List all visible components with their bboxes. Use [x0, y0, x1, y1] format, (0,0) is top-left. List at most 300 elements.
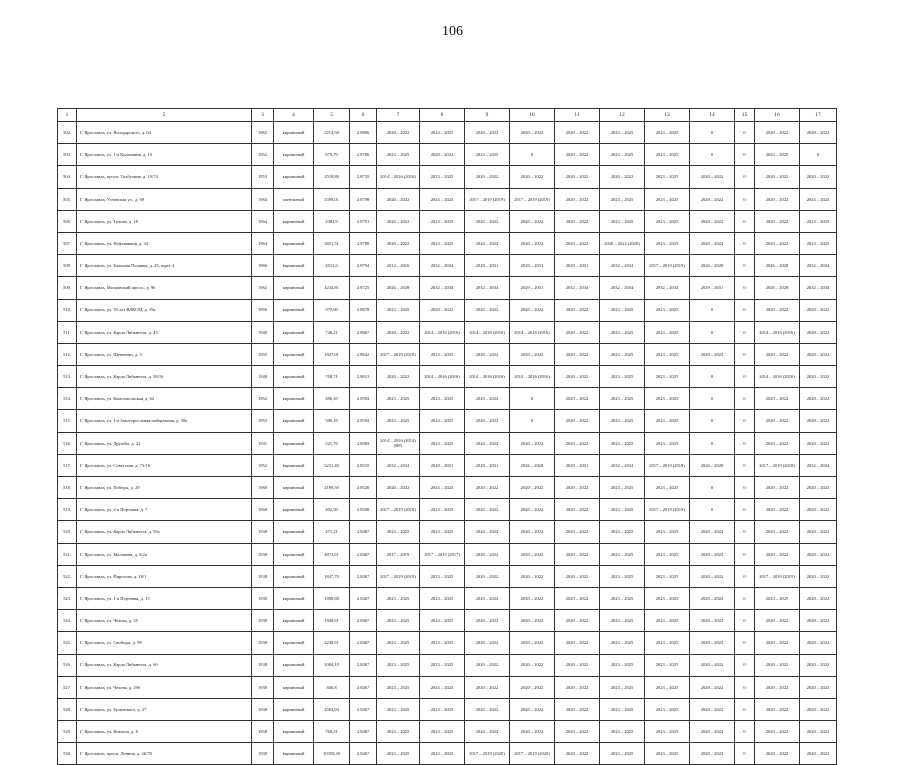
table-cell: 2023 – 2025: [420, 721, 465, 743]
table-cell: 2023 – 2025: [645, 188, 690, 210]
table-row: [58, 144, 837, 166]
row-number-cell: 524.: [58, 610, 77, 632]
table-cell: 2020 – 2022: [555, 587, 600, 609]
table-cell: 2020 – 2022: [800, 698, 837, 720]
table-cell: 0: [690, 432, 735, 454]
table-cell: 1952: [252, 454, 274, 476]
table-cell: 0: [735, 499, 755, 521]
table-cell: 2020 – 2022: [690, 565, 735, 587]
table-cell: 2032 – 2034: [465, 277, 510, 299]
table-cell: 2.8583: [350, 432, 377, 454]
table-row: [58, 366, 837, 388]
table-cell: кирпичный: [274, 321, 314, 343]
table-cell: 1964: [252, 210, 274, 232]
table-cell: 2.8535: [350, 454, 377, 476]
row-number-cell: 504.: [58, 166, 77, 188]
table-cell: 2020 – 2022: [510, 343, 555, 365]
table-cell: 0: [735, 432, 755, 454]
table-cell: 521,76: [314, 432, 350, 454]
table-cell: 2020 – 2022: [420, 144, 465, 166]
table-cell: 0: [735, 144, 755, 166]
table-cell: 2020 – 2022: [755, 477, 800, 499]
table-cell: 2023 – 2025: [600, 565, 645, 587]
table-cell: 2032 – 2034: [377, 454, 420, 476]
table-cell: 2020 – 2022: [800, 676, 837, 698]
table-cell: 0: [735, 454, 755, 476]
table-cell: 2020 – 2022: [510, 654, 555, 676]
table-cell: 2020 – 2022: [690, 676, 735, 698]
table-cell: 2020 – 2022: [465, 499, 510, 521]
table-cell: 2.8467: [350, 654, 377, 676]
table-cell: 2020 – 2022: [755, 499, 800, 521]
table-cell: 2032 – 2034: [800, 454, 837, 476]
table-row: [58, 343, 837, 365]
table-cell: 2020 – 2022: [510, 210, 555, 232]
table-cell: 2032 – 2034: [800, 255, 837, 277]
table-cell: 2.8467: [350, 543, 377, 565]
table-cell: 496,30: [314, 388, 350, 410]
table-cell: 2023 – 2025: [377, 388, 420, 410]
table-cell: 0: [690, 388, 735, 410]
table-row: [58, 410, 837, 432]
table-cell: 2026 – 2028: [755, 255, 800, 277]
table-cell: 2020 – 2022: [755, 343, 800, 365]
table-cell: кирпичный: [274, 277, 314, 299]
table-cell: 0: [800, 144, 837, 166]
table-cell: 2020 – 2022: [755, 166, 800, 188]
address-cell: Г. Ярославль, ул. Победы, д. 29: [77, 477, 252, 499]
table-cell: 2020 – 2022: [377, 232, 420, 254]
table-cell: 2014 – 2016 (2016): [510, 366, 555, 388]
table-cell: 2020 – 2022: [465, 232, 510, 254]
table-cell: 2020 – 2022: [800, 743, 837, 765]
table-cell: 2020 – 2022: [510, 698, 555, 720]
table-cell: 2020 – 2022: [510, 543, 555, 565]
table-cell: 675,79: [314, 144, 350, 166]
table-cell: 2020 – 2022: [800, 610, 837, 632]
table-cell: 2023 – 2025: [755, 144, 800, 166]
table-cell: 1938: [252, 543, 274, 565]
table-cell: 2023 – 2025: [600, 122, 645, 144]
table-cell: 2020 – 2022: [800, 299, 837, 321]
table-cell: 0: [735, 299, 755, 321]
table-cell: 2020 – 2022: [465, 676, 510, 698]
row-number-cell: 505.: [58, 188, 77, 210]
table-cell: 2.8594: [350, 410, 377, 432]
table-cell: 2017 – 2019 (2020): [510, 743, 555, 765]
table-cell: 2023 – 2025: [420, 698, 465, 720]
table-cell: 2020 – 2022: [555, 122, 600, 144]
table-cell: 0: [735, 122, 755, 144]
table-row: [58, 232, 837, 254]
row-number-cell: 522.: [58, 565, 77, 587]
table-cell: 2.8467: [350, 632, 377, 654]
column-header: 3: [252, 109, 274, 122]
table-cell: 2020 – 2022: [555, 654, 600, 676]
table-cell: 1953: [252, 166, 274, 188]
table-cell: кирпичный: [274, 632, 314, 654]
table-cell: 0: [690, 366, 735, 388]
table-cell: 2020 – 2022: [465, 654, 510, 676]
table-cell: 1938: [252, 632, 274, 654]
table-cell: кирпичный: [274, 565, 314, 587]
table-row: [58, 122, 837, 144]
column-header: 11: [555, 109, 600, 122]
table-cell: 2029 – 2031: [510, 277, 555, 299]
table-cell: 2032 – 2034: [420, 255, 465, 277]
table-cell: 2017 – 2019 (2019): [377, 499, 420, 521]
table-cell: 0: [735, 565, 755, 587]
table-cell: 2020 – 2022: [510, 232, 555, 254]
table-cell: 1938: [252, 743, 274, 765]
table-cell: 2023 – 2025: [645, 432, 690, 454]
table-cell: 0: [735, 388, 755, 410]
row-number-cell: 515.: [58, 410, 77, 432]
table-cell: 2017 – 2019 (2017): [420, 543, 465, 565]
table-cell: 402,50: [314, 499, 350, 521]
table-cell: 3399,01: [314, 188, 350, 210]
table-cell: 0: [735, 410, 755, 432]
table-cell: 2023 – 2025: [420, 743, 465, 765]
table-cell: 1956: [252, 299, 274, 321]
table-row: [58, 543, 837, 565]
table-cell: 1960: [252, 499, 274, 521]
table-cell: 1948: [252, 366, 274, 388]
table-cell: 2023 – 2025: [800, 188, 837, 210]
table-cell: 4513,0: [314, 255, 350, 277]
table-cell: 2.8467: [350, 587, 377, 609]
table-cell: 2020 – 2022: [510, 676, 555, 698]
row-number-cell: 517.: [58, 454, 77, 476]
table-cell: 0: [510, 410, 555, 432]
table-cell: 2020 – 2022: [465, 388, 510, 410]
table-cell: 1962: [252, 277, 274, 299]
row-number-cell: 518.: [58, 477, 77, 499]
table-cell: 2023 – 2025: [420, 632, 465, 654]
row-number-cell: 507.: [58, 232, 77, 254]
table-cell: 2020 – 2022: [755, 543, 800, 565]
table-cell: 2020 – 2022: [755, 676, 800, 698]
table-cell: 2020 – 2022: [755, 210, 800, 232]
table-cell: 2023 – 2025: [600, 321, 645, 343]
table-cell: 746,21: [314, 321, 350, 343]
column-header: 10: [510, 109, 555, 122]
table-cell: 2032 – 2034: [645, 277, 690, 299]
table-cell: 2023 – 2025: [377, 721, 420, 743]
table-cell: 2020 – 2022: [690, 343, 735, 365]
table-cell: 2023 – 2025: [645, 299, 690, 321]
table-cell: 2020 – 2022: [465, 210, 510, 232]
table-cell: 2020 – 2022: [690, 721, 735, 743]
table-cell: 2014 – 2016 (2016): [377, 166, 420, 188]
table-cell: 2023 – 2025: [800, 232, 837, 254]
table-cell: кирпичный: [274, 144, 314, 166]
table-cell: 2020 – 2022: [600, 166, 645, 188]
table-row: [58, 587, 837, 609]
table-cell: кирпичный: [274, 521, 314, 543]
table-cell: 0: [735, 698, 755, 720]
table-row: [58, 743, 837, 765]
table-cell: 2020 – 2022: [755, 299, 800, 321]
table-cell: 2023 – 2025: [420, 654, 465, 676]
table-cell: 2020 – 2022: [555, 343, 600, 365]
table-body: [58, 122, 837, 765]
table-cell: 2020 – 2022: [800, 166, 837, 188]
table-cell: 2032 – 2034: [600, 277, 645, 299]
table-cell: 2.8725: [350, 277, 377, 299]
table-cell: кирпичный: [274, 676, 314, 698]
table-cell: кирпичный: [274, 477, 314, 499]
table-cell: 1938: [252, 610, 274, 632]
table-cell: 2023 – 2025: [800, 210, 837, 232]
table-cell: 846,8: [314, 676, 350, 698]
table-row: [58, 499, 837, 521]
table-cell: 2023 – 2025: [377, 410, 420, 432]
table-cell: 2.8467: [350, 743, 377, 765]
table-cell: 2.8791: [350, 210, 377, 232]
address-cell: Г. Ярославль, ул. 1-я Портовая, д. 13: [77, 587, 252, 609]
table-cell: 2.8467: [350, 721, 377, 743]
row-number-cell: 521.: [58, 543, 77, 565]
table-cell: 2032 – 2034: [600, 255, 645, 277]
table-cell: 2.8667: [350, 321, 377, 343]
table-cell: 2023 – 2025: [645, 654, 690, 676]
address-cell: Г. Ярославль, ул. Титова, д. 18: [77, 210, 252, 232]
table-cell: 2020 – 2022: [377, 366, 420, 388]
table-cell: 2023 – 2025: [600, 676, 645, 698]
table-cell: кирпичный: [274, 299, 314, 321]
table-cell: 2017 – 2019 (2019): [377, 343, 420, 365]
table-row: [58, 321, 837, 343]
row-number-cell: 510.: [58, 299, 77, 321]
column-header: 8: [420, 109, 465, 122]
table-cell: 2032 – 2034: [420, 277, 465, 299]
table-cell: 1938: [252, 587, 274, 609]
column-number-row: [58, 109, 837, 122]
table-cell: 2020 – 2022: [510, 122, 555, 144]
table-cell: 2023 – 2025: [645, 721, 690, 743]
table-cell: 2020 – 2022: [755, 698, 800, 720]
table-cell: 0: [735, 477, 755, 499]
table-cell: 2020 – 2022: [800, 477, 837, 499]
table-cell: 2020 – 2022: [690, 232, 735, 254]
table-cell: 0: [690, 477, 735, 499]
table-cell: 4873,61: [314, 543, 350, 565]
table-cell: 2026 – 2028: [377, 277, 420, 299]
table-cell: кирпичный: [274, 410, 314, 432]
table-cell: 2020 – 2022: [555, 698, 600, 720]
table-cell: 1960: [252, 477, 274, 499]
table-cell: 0: [735, 610, 755, 632]
table-cell: 4234,81: [314, 277, 350, 299]
table-cell: 2023 – 2025: [645, 144, 690, 166]
table-cell: 2020 – 2022: [690, 632, 735, 654]
table-cell: 2020 – 2022: [465, 632, 510, 654]
table-row: [58, 210, 837, 232]
table-cell: 2023 – 2025: [420, 610, 465, 632]
column-header: 17: [800, 109, 837, 122]
column-header: 14: [690, 109, 735, 122]
table-cell: 2.8806: [350, 122, 377, 144]
table-cell: 2029 – 2031: [690, 277, 735, 299]
table-cell: 0: [735, 188, 755, 210]
table-cell: 4382,9: [314, 210, 350, 232]
table-cell: кирпичный: [274, 654, 314, 676]
table-cell: 2020 – 2022: [465, 587, 510, 609]
table-cell: 768,31: [314, 721, 350, 743]
table-cell: 2020 – 2022: [465, 698, 510, 720]
table-cell: 2023 – 2025: [377, 654, 420, 676]
table-cell: 2020 – 2022: [800, 632, 837, 654]
row-number-cell: 503.: [58, 144, 77, 166]
table-cell: 2.8467: [350, 565, 377, 587]
table-cell: 2017 – 2019 (2018): [755, 454, 800, 476]
address-cell: Г. Ярославль, ул. Советская, д. 73/16: [77, 454, 252, 476]
table-cell: 2017 – 2019 (2019): [465, 188, 510, 210]
table-cell: кирпичный: [274, 122, 314, 144]
table-cell: 1938: [252, 521, 274, 543]
table-cell: 2020 – 2022: [465, 477, 510, 499]
row-number-cell: 516.: [58, 432, 77, 454]
table-row: [58, 454, 837, 476]
address-cell: Г. Ярославль, ул. Свободы, д. 99: [77, 632, 252, 654]
table-cell: 2023 – 2025: [645, 210, 690, 232]
row-number-cell: 511.: [58, 321, 77, 343]
table-cell: 2189,50: [314, 477, 350, 499]
address-cell: Г. Ярославль, ул. Комсомольская, д. 62: [77, 388, 252, 410]
table-cell: 2023 – 2025: [645, 232, 690, 254]
table-cell: кирпичный: [274, 721, 314, 743]
row-number-cell: 529.: [58, 721, 77, 743]
address-cell: Г. Ярославль, ул. Вокзала, д. 8: [77, 721, 252, 743]
table-cell: 2020 – 2022: [755, 654, 800, 676]
table-cell: 2020 – 2022: [755, 743, 800, 765]
table-cell: кирпичный: [274, 543, 314, 565]
table-cell: 0: [735, 654, 755, 676]
table-cell: 10359,30: [314, 743, 350, 765]
table-cell: 2020 – 2022: [555, 632, 600, 654]
table-cell: 2020 – 2022: [755, 410, 800, 432]
table-cell: 2020 – 2022: [755, 232, 800, 254]
table-cell: 1952: [252, 144, 274, 166]
table-row: [58, 432, 837, 454]
table-cell: 0: [690, 299, 735, 321]
address-cell: Г. Ярославль, просп. Ленина, д. 26/78: [77, 743, 252, 765]
table-cell: 2.8735: [350, 166, 377, 188]
table-cell: 2023 – 2025: [600, 144, 645, 166]
address-cell: Г. Ярославль, ул. Карла Либкнехта, д. 59а: [77, 521, 252, 543]
address-cell: Г. Ярославль, ул. Маланова, д. 6/2а: [77, 543, 252, 565]
table-cell: 2020 – 2022: [465, 565, 510, 587]
table-cell: 0: [735, 255, 755, 277]
table-cell: 2023 – 2025: [645, 743, 690, 765]
table-cell: 2017 – 2019 (2019): [377, 565, 420, 587]
table-cell: панельный: [274, 188, 314, 210]
address-cell: Г. Ярославль, ул. Бутинского, д. 27: [77, 698, 252, 720]
table-cell: 0: [735, 521, 755, 543]
table-cell: 2029 – 2031: [465, 255, 510, 277]
table-row: [58, 698, 837, 720]
table-cell: 2023 – 2025: [645, 632, 690, 654]
table-cell: кирпичный: [274, 610, 314, 632]
table-cell: 2.8642: [350, 343, 377, 365]
table-row: [58, 521, 837, 543]
table-cell: кирпичный: [274, 166, 314, 188]
table-cell: 0: [735, 676, 755, 698]
table-cell: 2023 – 2025: [377, 299, 420, 321]
table-row: [58, 632, 837, 654]
table-cell: 0: [735, 277, 755, 299]
table-cell: 2020 – 2022: [755, 521, 800, 543]
table-cell: 2023 – 2025: [600, 587, 645, 609]
table-cell: 2020 – 2022: [377, 122, 420, 144]
table-cell: 2020 – 2022: [510, 632, 555, 654]
row-number-cell: 508.: [58, 255, 77, 277]
table-cell: 2023 – 2025: [420, 477, 465, 499]
address-cell: Г. Ярославль, ул. Карла Либкнехта, д. 43: [77, 321, 252, 343]
table-cell: 1955: [252, 343, 274, 365]
table-cell: 2020 – 2022: [420, 299, 465, 321]
table-cell: 2020 – 2022: [800, 343, 837, 365]
table-cell: 1808,80: [314, 587, 350, 609]
table-cell: 1827,01: [314, 343, 350, 365]
table-cell: кирпичный: [274, 210, 314, 232]
table-cell: 3214,50: [314, 122, 350, 144]
table-cell: 2023 – 2025: [600, 499, 645, 521]
table-cell: 2020 – 2022: [510, 721, 555, 743]
table-cell: 2020 – 2022: [800, 587, 837, 609]
address-cell: Г. Ярославль, ул. Пирогова, д. 18/1: [77, 565, 252, 587]
address-cell: Г. Ярославль, ул. 1-я Колышина, д. 1б: [77, 144, 252, 166]
table-cell: 2.8780: [350, 232, 377, 254]
table-cell: 2020 – 2022: [690, 587, 735, 609]
table-cell: 2023 – 2025: [600, 610, 645, 632]
address-cell: Г. Ярославль, ул. Большая Полянка, д. 25, корп. 4: [77, 255, 252, 277]
address-cell: Г. Ярославль, Угличская ул., д. 69: [77, 188, 252, 210]
column-header: 6: [350, 109, 377, 122]
table-row: [58, 188, 837, 210]
table-cell: 2023 – 2025: [645, 366, 690, 388]
column-header: 13: [645, 109, 690, 122]
table-cell: 2023 – 2025: [645, 698, 690, 720]
table-cell: 2020 – 2022: [555, 144, 600, 166]
table-cell: 2017 – 2019 (2019): [510, 188, 555, 210]
table-cell: 2020 – 2022: [555, 210, 600, 232]
table-cell: 2029 – 2031: [420, 454, 465, 476]
table-cell: 2020 – 2022: [555, 743, 600, 765]
table-cell: 2020 – 2022: [800, 654, 837, 676]
table-cell: 2023 – 2025: [645, 343, 690, 365]
table-cell: 2014 – 2016 (2016): [755, 366, 800, 388]
table-cell: 2023 – 2025: [420, 521, 465, 543]
table-cell: 271,21: [314, 521, 350, 543]
page-number: 106: [442, 24, 463, 39]
table-cell: 2014 – 2016 (2014) (ВР): [377, 432, 420, 454]
table-cell: 2518,80: [314, 166, 350, 188]
address-cell: Г. Ярославль, ул. 50 лет ВЛКСМ, д. 19а: [77, 299, 252, 321]
address-cell: Г. Ярославль, Московский просп., д. 96: [77, 277, 252, 299]
row-number-cell: 513.: [58, 366, 77, 388]
table-cell: 2023 – 2025: [600, 366, 645, 388]
row-number-cell: 509.: [58, 277, 77, 299]
table-cell: 2020 – 2022: [800, 410, 837, 432]
table-cell: кирпичный: [274, 343, 314, 365]
column-header: 9: [465, 109, 510, 122]
table-cell: 2023 – 2025: [645, 410, 690, 432]
table-cell: 2020 – 2022: [690, 521, 735, 543]
table-cell: 2023 – 2025: [420, 210, 465, 232]
table-cell: 2023 – 2025: [600, 698, 645, 720]
